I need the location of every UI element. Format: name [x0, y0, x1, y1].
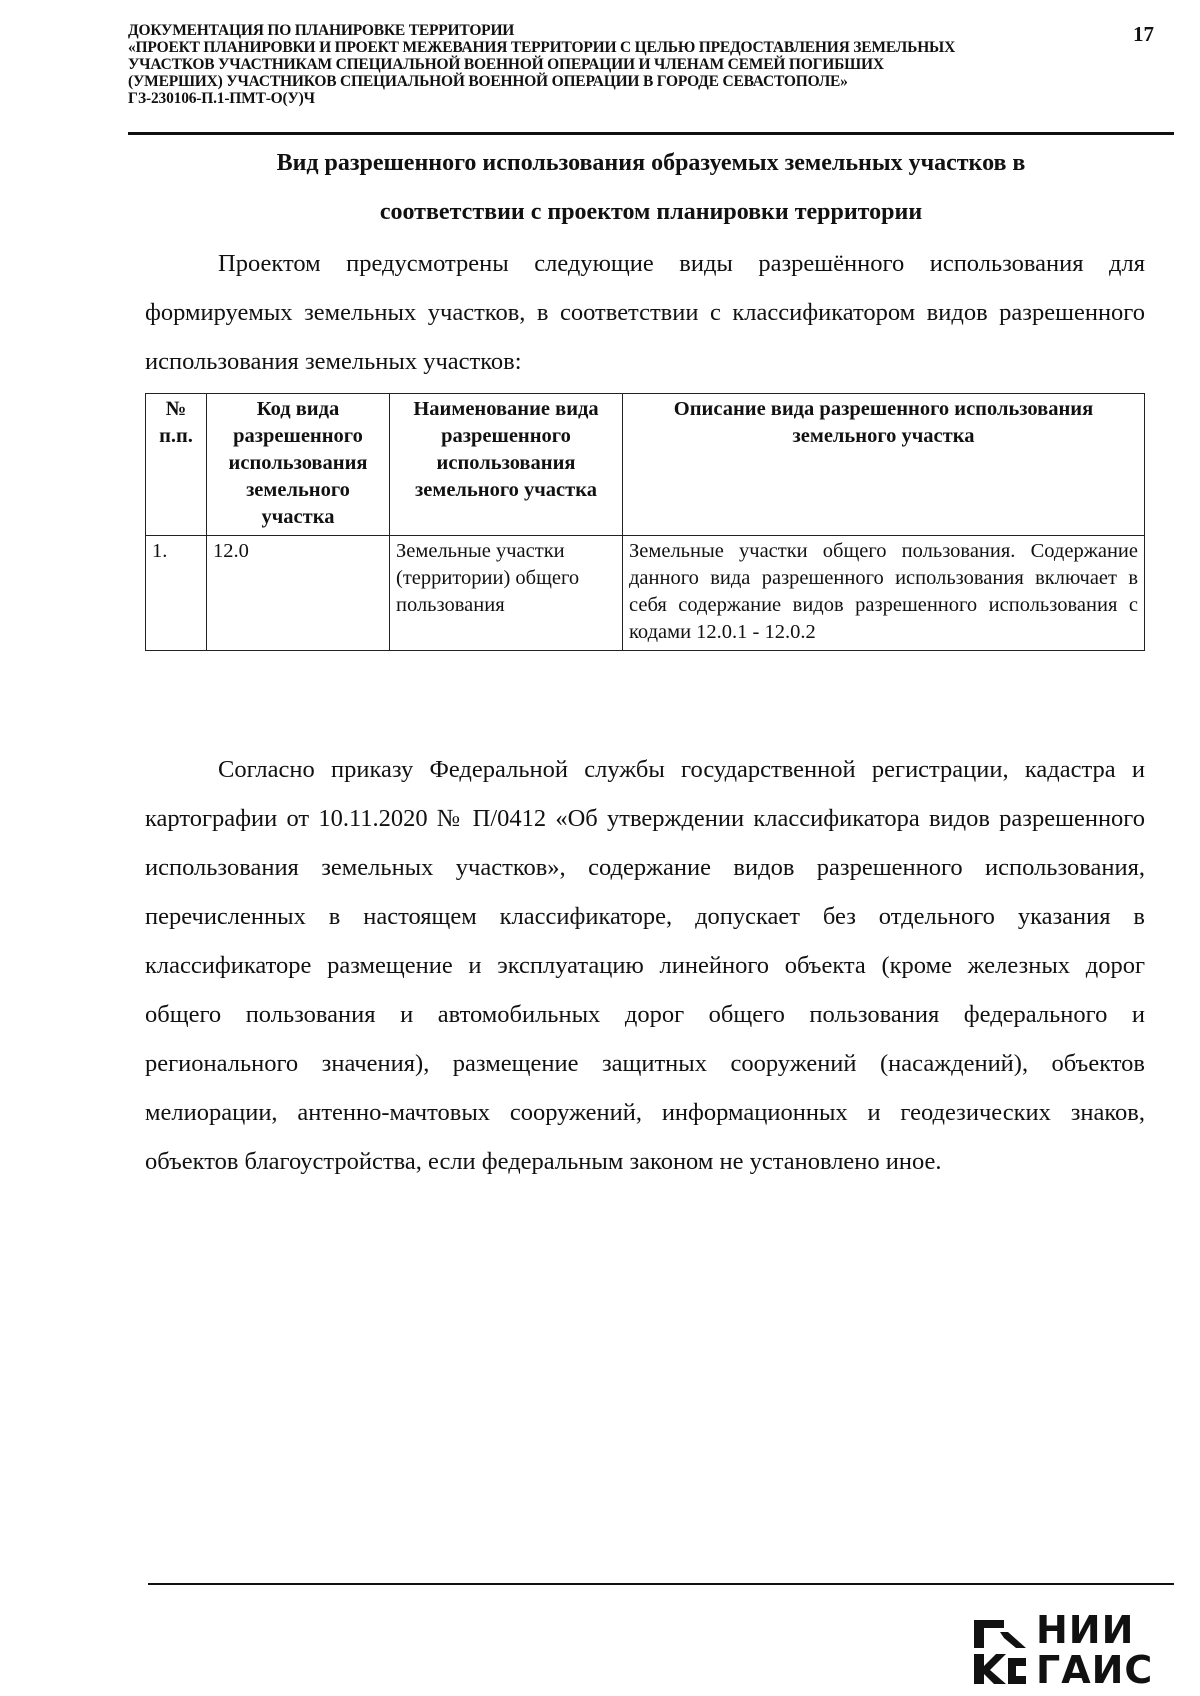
logo-text — [1036, 1610, 1153, 1690]
document-code: ГЗ-230106-П.1-ПМТ-О(У)Ч — [128, 90, 315, 107]
header-line: (УМЕРШИХ) УЧАСТНИКОВ СПЕЦИАЛЬНОЙ ВОЕННОЙ ОПЕРАЦИИ В ГОРОДЕ СЕВАСТОПОЛЕ» — [128, 73, 848, 90]
header-description: Описание вида разрешенного использования земельного участка — [623, 394, 1145, 536]
footer-divider — [148, 1583, 1174, 1585]
cell-name: Земельные участки (территории) общего пользования — [390, 536, 623, 651]
company-logo — [970, 1610, 1170, 1690]
header-num: № п.п. — [146, 394, 207, 536]
table-row — [146, 536, 1145, 651]
section-subtitle: соответствии с проектом планировки территории — [379, 199, 923, 225]
cell-num: 1. — [146, 536, 207, 651]
header-divider — [128, 132, 1174, 135]
header-line: ДОКУМЕНТАЦИЯ ПО ПЛАНИРОВКЕ ТЕРРИТОРИИ — [128, 22, 515, 39]
header-name: Наименование вида разрешенного использования земельного участка — [390, 394, 623, 536]
table-header-row — [146, 394, 1145, 536]
document-header — [128, 22, 1088, 107]
land-use-table — [145, 393, 1145, 651]
page-number: 17 — [1133, 22, 1154, 46]
body-paragraph: Согласно приказу Федеральной службы государственной регистрации, кадастра и картографии от 10.11.2020 № П/0412 «Об утверждении классификатора видов разрешенного использования земельных участков», содержание видов разрешенного использования, перечисленных в настоящем классификаторе, допускает без отдельного указания в классификаторе размещение и эксплуатацию линейного объекта (кроме железных дорог общего пользования и автомобильных дорог общего пользования федерального и регионального значения), размещение защитных сооружений (насаждений), объектов мелиорации, антенно-мачтовых сооружений, информационных и геодезических знаков, объектов благоустройства, если федеральным законом не установлено иное. — [145, 756, 1145, 1175]
header-code: Код вида разрешенного использования земельного участка — [207, 394, 390, 536]
gais-mark-icon — [970, 1614, 1030, 1686]
section-title: Вид разрешенного использования образуемых земельных участков в — [276, 150, 1026, 176]
intro-paragraph: Проектом предусмотрены следующие виды разрешённого использования для формируемых земельных участков, в соответствии с классификатором видов разрешенного использования земельных участков: — [145, 250, 1145, 375]
cell-code: 12.0 — [207, 536, 390, 651]
header-line: «ПРОЕКТ ПЛАНИРОВКИ И ПРОЕКТ МЕЖЕВАНИЯ ТЕРРИТОРИИ С ЦЕЛЬЮ ПРЕДОСТАВЛЕНИЯ ЗЕМЕЛЬНЫХ — [128, 39, 956, 56]
cell-description: Земельные участки общего пользования. Содержание данного вида разрешенного использования включает в себя содержание видов разрешенного использования с кодами 12.0.1 - 12.0.2 — [623, 536, 1145, 651]
logo-line: ГАИС — [1036, 1648, 1154, 1692]
header-line: УЧАСТКОВ УЧАСТНИКАМ СПЕЦИАЛЬНОЙ ВОЕННОЙ ОПЕРАЦИИ И ЧЛЕНАМ СЕМЕЙ ПОГИБШИХ — [128, 56, 884, 73]
logo-line: НИИ — [1036, 1608, 1135, 1652]
